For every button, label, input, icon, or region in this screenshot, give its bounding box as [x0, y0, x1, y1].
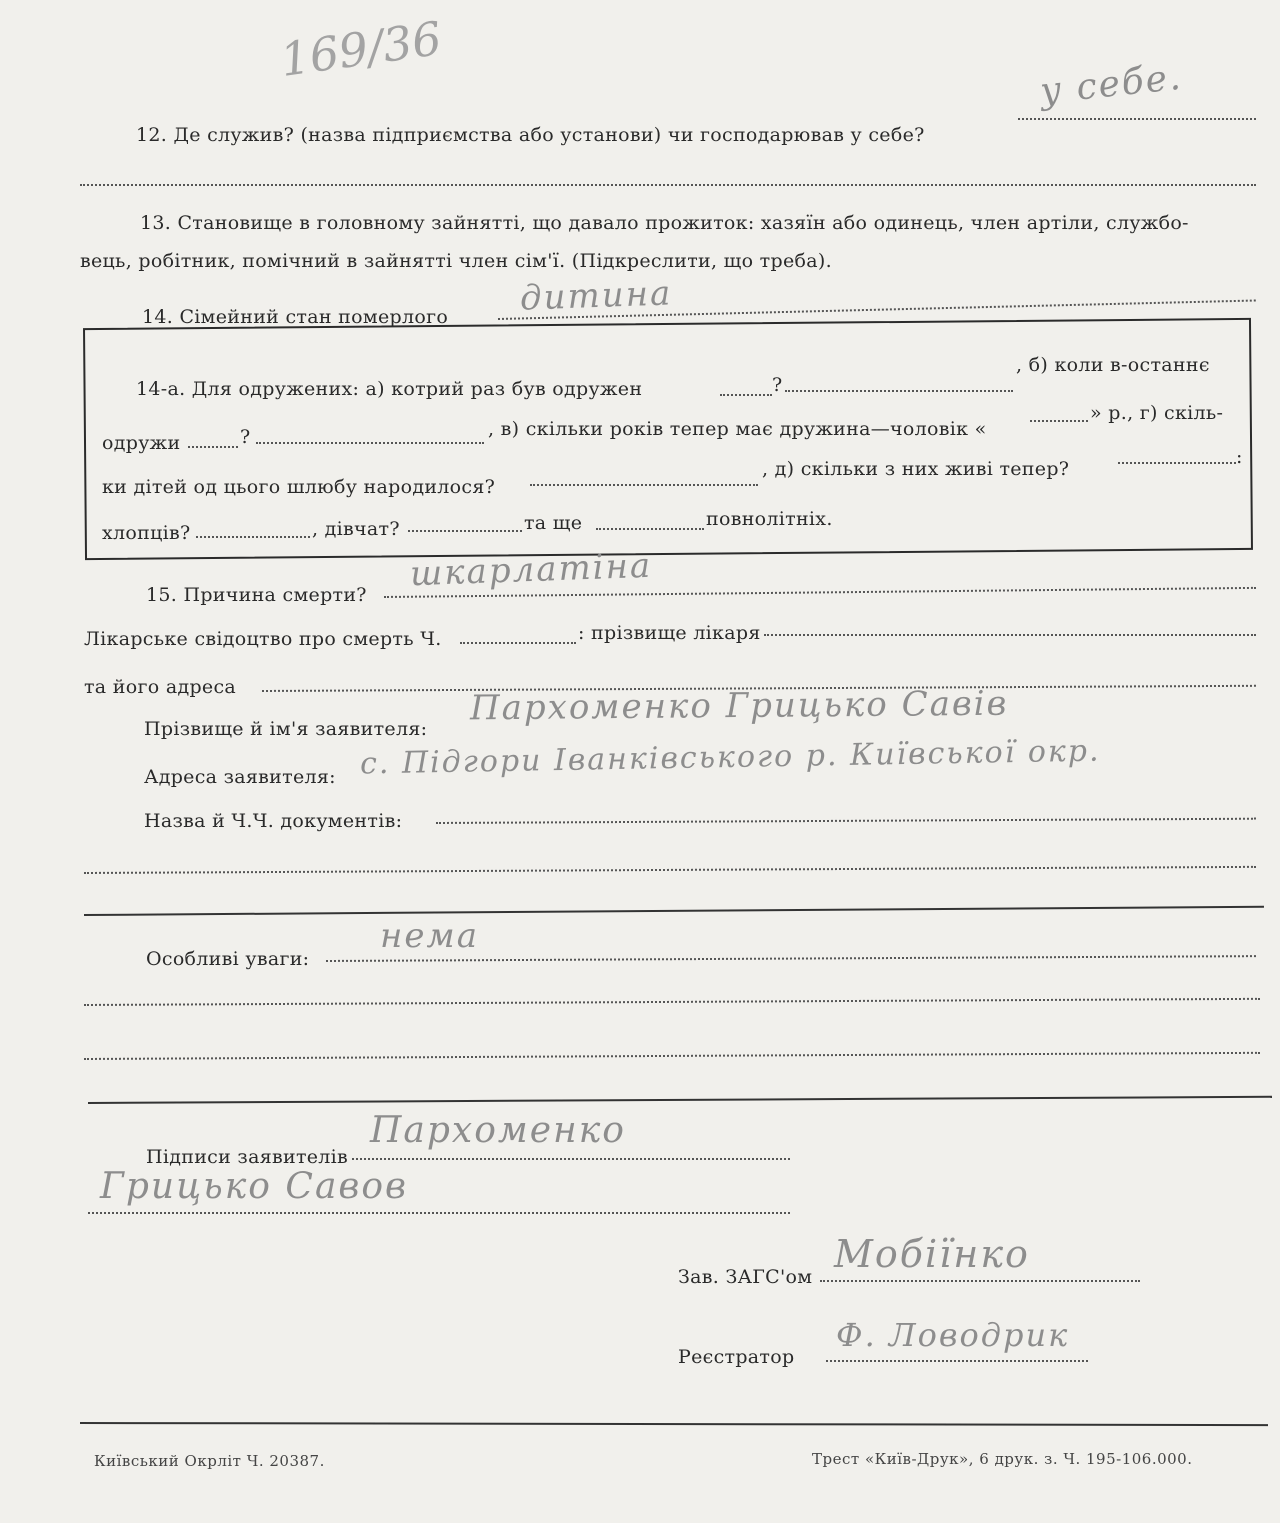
q12-extra-line [80, 184, 1256, 186]
q15-answer: шкарлатіна [409, 545, 653, 595]
q14a-line4-field3 [596, 528, 704, 530]
q15-doctor-label: : прізвище лікаря [578, 622, 761, 644]
q14a-line1-rest: , б) коли в-останнє [1016, 354, 1210, 376]
q14-label: 14. Сімейний стан померлого [142, 306, 449, 328]
registrar-line [826, 1360, 1088, 1362]
applicant-signature-2: Грицько Савов [100, 1166, 408, 1207]
documents-line-1 [436, 818, 1256, 824]
q15-doctor-line [764, 634, 1256, 636]
q14a-line4-more: та ще [524, 512, 583, 534]
q14a-line4-girls: , дівчат? [312, 518, 400, 540]
zags-head-line [820, 1280, 1140, 1282]
q12-answer-line [1018, 118, 1256, 120]
signatures-label: Підписи заявителів [146, 1146, 349, 1168]
q14a-line4-label: хлопців? [102, 522, 191, 544]
q14a-line4-adults: повнолітніх. [706, 508, 833, 530]
q14a-line2-rest: » р., г) скіль- [1090, 402, 1224, 424]
q13-line-1: 13. Становище в головному зайнятті, що давало прожиток: хазяїн або одинець, член артіли, службо- [140, 212, 1189, 234]
q14a-line1-q: ? [772, 374, 783, 396]
applicant-name-value: Пархоменко Грицько Савів [469, 683, 1009, 729]
remarks-line-1 [326, 955, 1256, 962]
q15-label: 15. Причина смерти? [146, 584, 367, 606]
registrar-label: Реєстратор [678, 1346, 795, 1368]
remarks-label: Особливі уваги: [146, 948, 310, 970]
footer-printing: Трест «Київ-Друк», 6 друк. з. Ч. 195-106.000. [812, 1450, 1193, 1468]
q15-cert-label: Лікарське свідоцтво про смерть Ч. [84, 628, 442, 650]
section-divider-1 [84, 906, 1264, 916]
documents-label: Назва й Ч.Ч. документів: [144, 810, 403, 832]
signatures-line-2 [88, 1212, 790, 1214]
q12-answer: у себе. [1038, 56, 1185, 113]
q14a-line3-field1 [530, 484, 758, 486]
q14a-line3-colon: : [1236, 446, 1243, 468]
applicant-address-value: с. Підгори Іванківського р. Київської окр. [359, 733, 1101, 782]
applicant-address-label: Адреса заявителя: [144, 766, 336, 788]
documents-line-2 [84, 866, 1256, 874]
archive-number: 169/36 [277, 11, 445, 87]
q14a-line2-q: ? [240, 426, 251, 448]
q14a-line2-field3 [1030, 420, 1088, 422]
q12-label: 12. Де служив? (назва підприємства або установи) чи господарював у себе? [136, 124, 925, 146]
remarks-line-2 [84, 998, 1260, 1006]
q14a-line1-field2 [785, 390, 1013, 392]
zags-head-signature: Мобіїнко [834, 1232, 1030, 1276]
q14a-line2-field1 [188, 446, 238, 448]
q14a-line3-label: ки дітей од цього шлюбу народилося? [102, 476, 496, 498]
q14a-line4-field2 [408, 530, 522, 532]
q14a-line2-mid: , в) скільки років тепер має дружина—чоловік « [488, 418, 987, 440]
bottom-rule [80, 1422, 1268, 1426]
q15-address-label: та його адреса [84, 676, 237, 698]
footer-publisher: Київський Окрліт Ч. 20387. [94, 1452, 325, 1470]
q14a-line2-label: одружи [102, 432, 181, 454]
applicant-name-label: Прізвище й ім'я заявителя: [144, 718, 428, 740]
q14a-line3-field2 [1118, 462, 1236, 464]
remarks-line-3 [84, 1052, 1260, 1060]
q13-line-2: вець, робітник, помічний в зайнятті член сім'ї. (Підкреслити, що треба). [80, 250, 832, 272]
q14a-line2-field2 [256, 442, 484, 444]
signatures-line-1 [352, 1158, 790, 1160]
applicant-signature-1: Пархоменко [370, 1110, 626, 1151]
q14a-line1-field1 [720, 394, 772, 396]
q14a-line3-mid: , д) скільки з них живі тепер? [762, 458, 1070, 480]
section-divider-2 [88, 1096, 1272, 1104]
q14a-line1-label: 14-а. Для одружених: а) котрий раз був одружен [136, 378, 643, 400]
registrar-signature: Ф. Ловодрик [836, 1316, 1070, 1354]
zags-head-label: Зав. ЗАГС'ом [678, 1266, 813, 1288]
q14a-line4-field1 [196, 536, 310, 538]
q14-answer: дитина [519, 273, 673, 319]
q15-cert-line [460, 642, 576, 644]
remarks-value: нема [380, 916, 479, 956]
